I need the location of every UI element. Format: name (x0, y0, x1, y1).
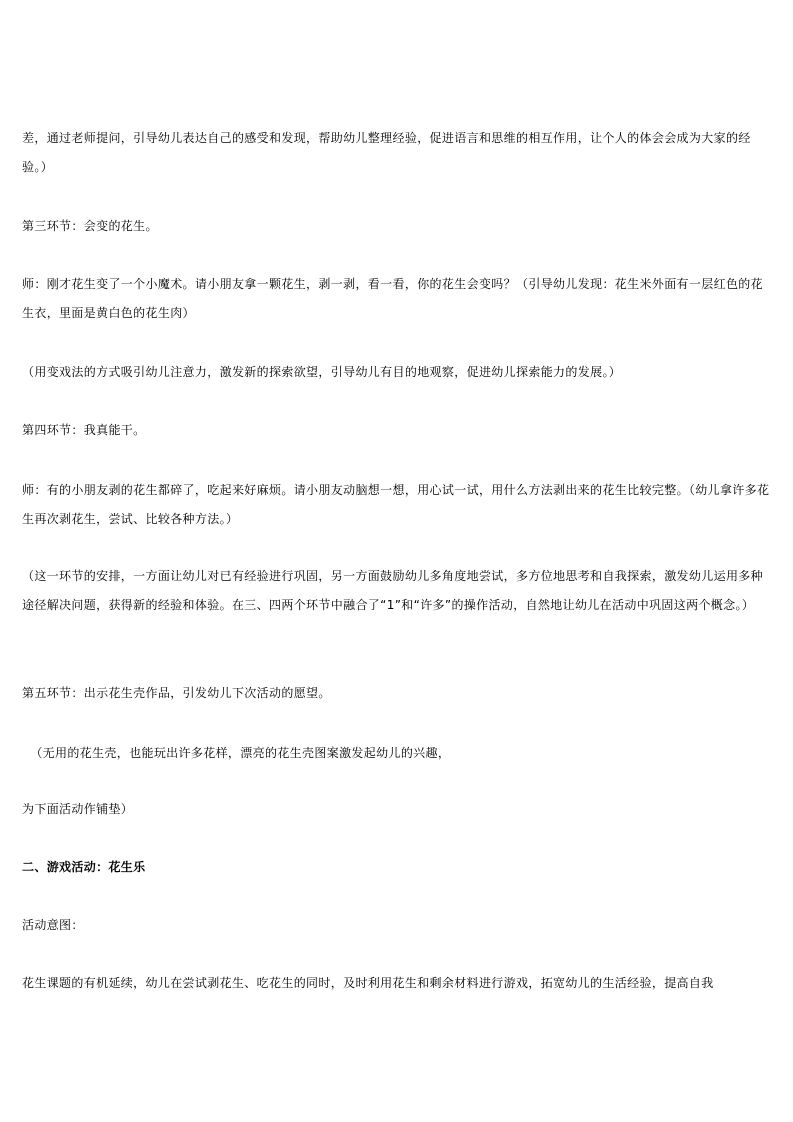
paragraph-teacher-step-3: 师：刚才花生变了一个小魔术。请小朋友拿一颗花生，剥一剥，看一看，你的花生会变吗？（引导幼儿发现：花生米外面有一层红色的花生衣，里面是黄白色的花生肉） (22, 277, 764, 320)
paragraph-note-step-5: （无用的花生壳，也能玩出许多花样，漂亮的花生壳图案激发起幼儿的兴趣， (22, 746, 451, 760)
section-heading-step-3: 第三环节：会变的花生。 (22, 219, 158, 233)
paragraph-activity-intent: 花生课题的有机延续，幼儿在尝试剥花生、吃花生的同时，及时利用花生和剩余材料进行游戏，拓宽幼儿的生活经验，提高自我 (22, 976, 714, 990)
paragraph-continuation: 差，通过老师提问，引导幼儿表达自己的感受和发现，帮助幼儿整理经验，促进语言和思维的相互作用，让个人的体会会成为大家的经验。） (22, 131, 751, 174)
paragraph-note-step-3: （用变戏法的方式吸引幼儿注意力，激发新的探索欲望，引导幼儿有目的地观察，促进幼儿探索能力的发展。） (22, 365, 622, 379)
paragraph-note-step-4: （这一环节的安排，一方面让幼儿对已有经验进行巩固，另一方面鼓励幼儿多角度地尝试，多方位地思考和自我探索，激发幼儿运用多种途径解决问题，获得新的经验和体验。在三、四两个环节中融合了“1”和“许多”的操作活动，自然地让幼儿在活动中巩固这两个概念。） (22, 569, 764, 612)
section-heading-step-5: 第五环节：出示花生壳作品，引发幼儿下次活动的愿望。 (22, 686, 331, 700)
paragraph-note-step-5-end: 为下面活动作铺垫） (22, 802, 134, 816)
section-heading-step-4: 第四环节：我真能干。 (22, 423, 146, 437)
subheading-activity-intent: 活动意图： (22, 918, 84, 932)
paragraph-teacher-step-4: 师：有的小朋友剥的花生都碎了，吃起来好麻烦。请小朋友动脑想一想，用心试一试，用什么方法剥出来的花生比较完整。（幼儿拿许多花生再次剥花生，尝试、比较各种方法。） (22, 483, 770, 526)
section-heading-game-activity: 二、游戏活动：花生乐 (22, 860, 146, 874)
